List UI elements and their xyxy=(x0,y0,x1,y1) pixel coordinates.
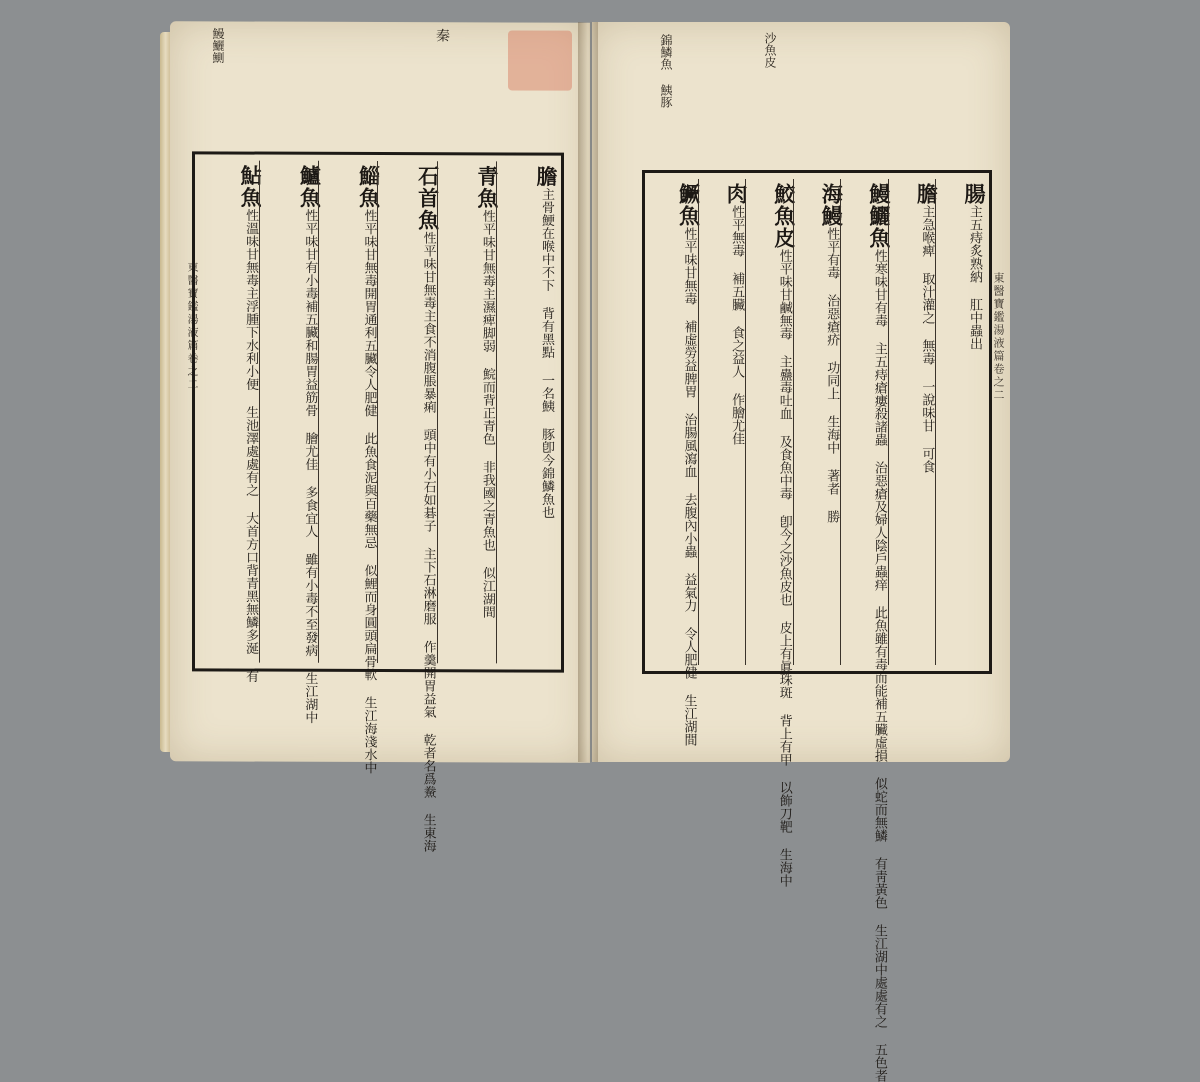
right-side-label: 東醫寶鑑湯液篇卷之二 xyxy=(992,272,1005,402)
entry-column: 腸主五痔炙熟納 肛中蟲出 xyxy=(935,179,983,665)
entry-column: 海鰻性平有毒 治惡瘡疥 功同上 生海中 著者 勝 xyxy=(793,179,841,665)
entry-column: 鱸魚性平味甘有小毒補五臟和腸胃益筋骨 膾尤佳 多食宜人 雖有小毒不至發病 生江湖中 xyxy=(259,161,318,663)
left-side-label: 東醫寶鑑湯液篇卷之二 xyxy=(186,261,199,392)
entry-column: 青魚性平味甘無毒主濕痺脚弱 鯇而背正青色 非我國之青魚也 似江湖間 xyxy=(437,161,496,663)
entry-column: 鰻鱺魚性寒味甘有毒 主五痔瘡瘻殺諸蟲 治惡瘡及婦人陰戶蟲痒 此魚雖有毒而能補五臟虛損 似蛇而無鱗 有靑黃色 生江湖中處處有之 五色者 xyxy=(840,179,888,665)
left-margin-note: 鰻鱺鰂 xyxy=(211,27,225,64)
entry-column: 膽主急喉痺 取汁灌之 無毒 一說味甘 可食 xyxy=(888,179,936,665)
open-book xyxy=(160,22,1020,1082)
entry-column: 鯔魚性平味甘無毒開胃通利五臟令人肥健 此魚食泥與百藥無忌 似鯉而身圓頭扁骨軟 生江海淺水中 xyxy=(318,161,377,663)
entry-column: 鱖魚性平味甘無毒 補虛勞益脾胃 治腸風瀉血 去腹內小蟲 益氣力 令人肥健 生江湖間 xyxy=(676,183,702,746)
left-text-frame xyxy=(192,151,564,853)
left-margin-title: 秦 xyxy=(434,28,450,43)
entry-column: 膽主骨鯁在喉中不下 背有黑點 一名鮧 豚卽今錦鱗魚也 xyxy=(496,161,555,663)
entry-column: 鮎魚性溫味甘無毒主浮腫下水利小便 生池澤處處有之 大首方口背青黑無鱗多涎 有 xyxy=(238,164,264,683)
red-seal-stamp xyxy=(508,30,572,90)
right-margin-note: 錦鱗魚 鮧豚 xyxy=(659,34,673,108)
entry-column: 鮫魚皮性平味甘鹹無毒 主蠱毒吐血 及食魚中毒 卽今之沙魚皮也 皮上有眞珠斑 背上有甲 以飾刀靶 生海中 xyxy=(745,179,793,665)
book-gutter xyxy=(578,22,598,762)
entry-column: 肉性平無毒 補五臟 食之益人 作膾尤佳 xyxy=(698,179,746,665)
left-page xyxy=(170,21,590,853)
right-margin-note-2: 沙魚皮 xyxy=(763,32,777,68)
right-text-frame xyxy=(642,170,992,1082)
entry-column: 石首魚性平味甘無毒主食不消腹脹暴痢 頭中有小石如碁子 主下石淋磨服 作羹開胃益氣 乾者名爲鮝 生東海 xyxy=(377,161,436,663)
